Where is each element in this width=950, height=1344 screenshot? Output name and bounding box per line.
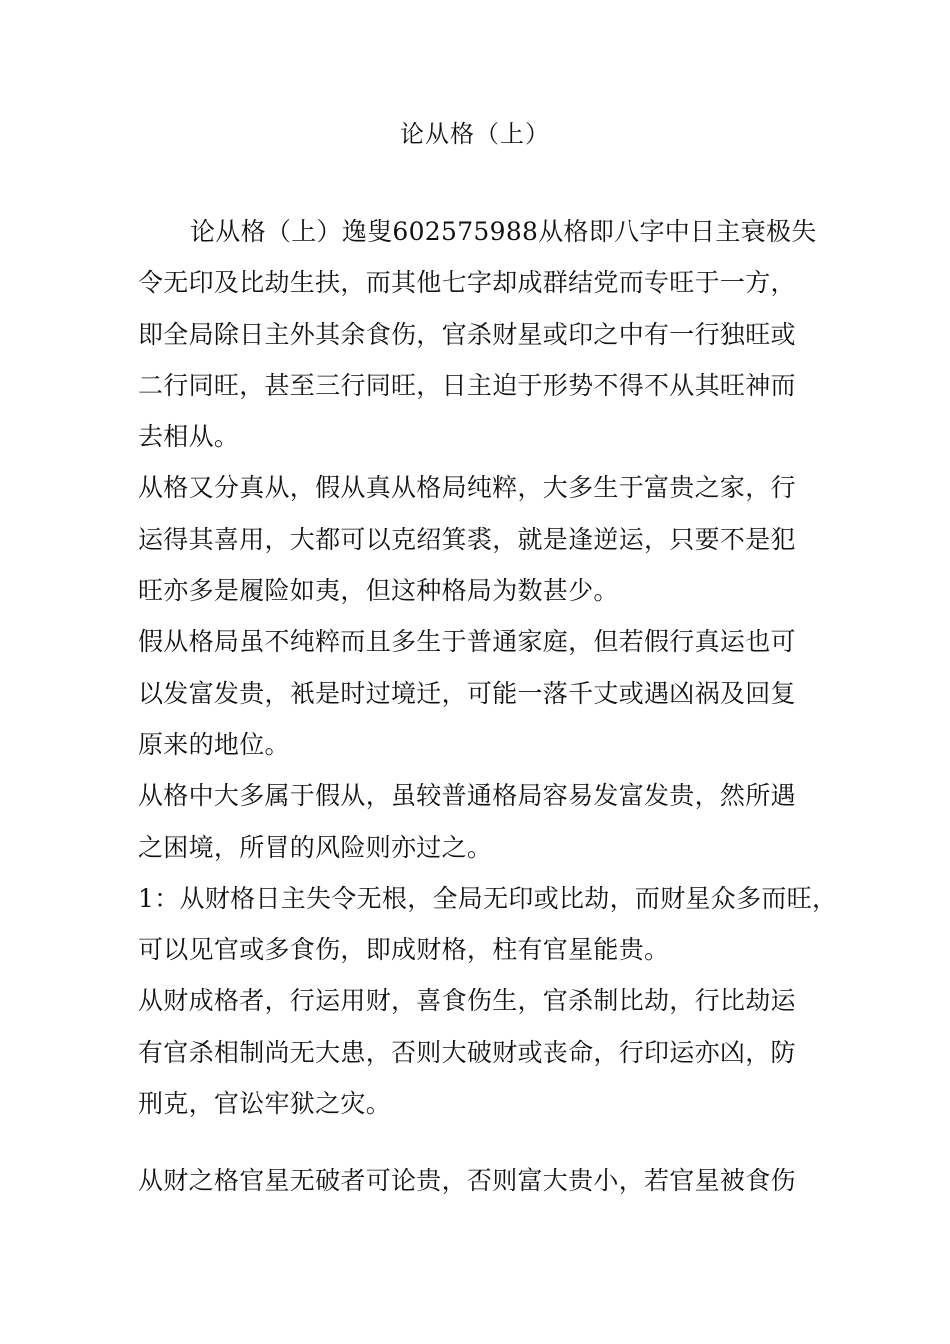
- paragraph-gap: [138, 1129, 838, 1155]
- text-line: 之困境，所冒的风险则亦过之。: [138, 832, 493, 862]
- text-line: 从财成格者，行运用财，喜食伤生，官杀制比劫，行比劫运: [138, 986, 796, 1016]
- text-line: 假从格局虽不纯粹而且多生于普通家庭，但若假行真运也可: [138, 627, 796, 657]
- text-line: 论从格（上）逸叟602575988从格即八字中日主衰极失: [190, 217, 817, 246]
- text-line: 即全局除日主外其余食伤，官杀财星或印之中有一行独旺或: [138, 319, 796, 349]
- document-body: [138, 206, 838, 1207]
- page-title: 论从格（上）: [400, 120, 550, 148]
- text-line: 运得其喜用，大都可以克绍箕裘，就是逢逆运，只要不是犯: [138, 524, 796, 554]
- text-line: 二行同旺，甚至三行同旺，日主迫于形势不得不从其旺神而: [138, 370, 796, 400]
- text-line: 令无印及比劫生扶，而其他七字却成群结党而专旺于一方，: [138, 268, 796, 298]
- text-line: 刑克，官讼牢狱之灾。: [138, 1089, 392, 1119]
- text-line: 去相从。: [138, 422, 240, 452]
- text-line: 从格又分真从，假从真从格局纯粹，大多生于富贵之家，行: [138, 473, 796, 503]
- text-line: 以发富发贵，衹是时过境迁，可能一落千丈或遇凶祸及回复: [138, 678, 796, 708]
- text-line: 从财之格官星无破者可论贵，否则富大贵小，若官星被食伤: [138, 1166, 796, 1196]
- text-line: 有官杀相制尚无大患，否则大破财或丧命，行印运亦凶，防: [138, 1037, 796, 1067]
- text-line: 从格中大多属于假从，虽较普通格局容易发富发贵，然所遇: [138, 781, 796, 811]
- text-line: 1：从财格日主失令无根，全局无印或比劫，而财星众多而旺，: [138, 883, 838, 913]
- text-line: 原来的地位。: [138, 729, 290, 759]
- text-line: 旺亦多是履险如夷，但这种格局为数甚少。: [138, 576, 619, 606]
- text-line: 可以见官或多食伤，即成财格，柱有官星能贵。: [138, 935, 670, 965]
